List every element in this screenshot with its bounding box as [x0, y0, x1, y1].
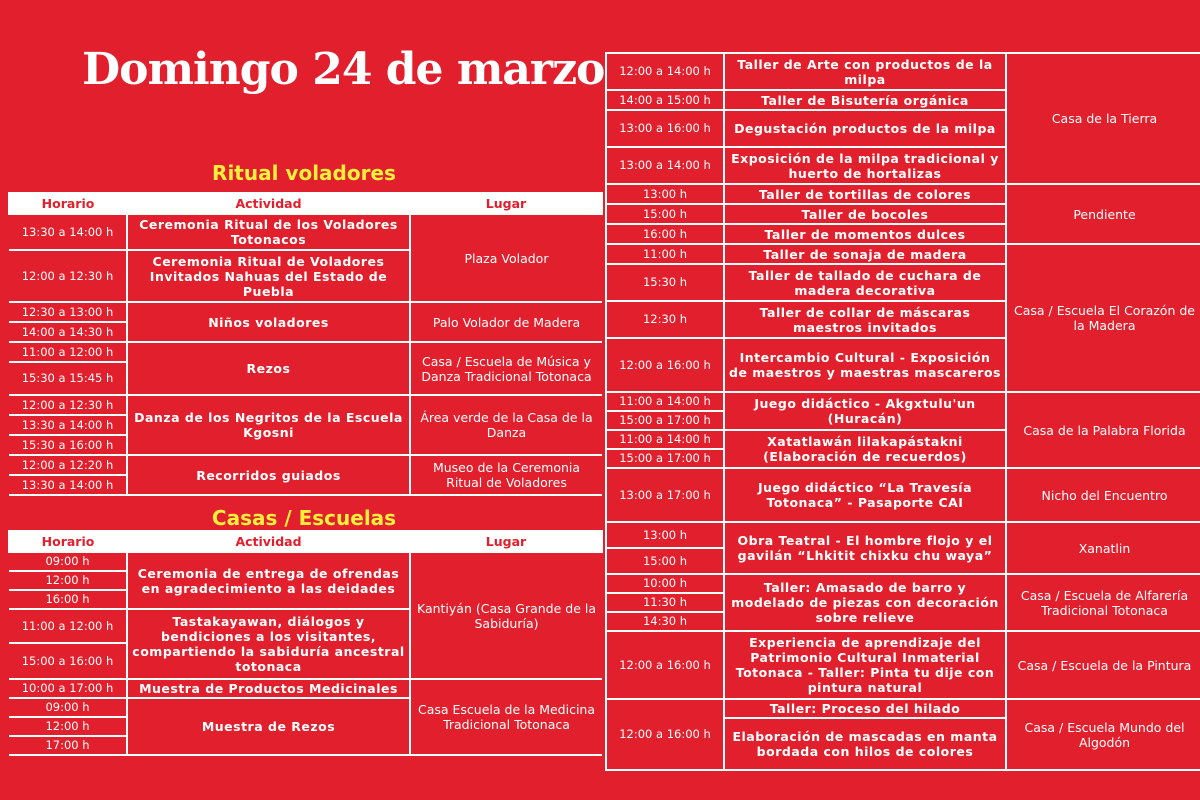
activity-cell: Xatatlawán lilakapástakni (Elaboración de recuerdos) [724, 430, 1006, 468]
activity-cell: Taller: Amasado de barro y modelado de piezas con decoración sobre relieve [724, 574, 1006, 631]
place-cell: Xanatlin [1006, 522, 1200, 574]
time-cell: 17:00 h [9, 736, 127, 755]
activity-cell: Ceremonia de entrega de ofrendas en agradecimiento a las deidades [127, 552, 410, 609]
activity-cell: Taller de tortillas de colores [724, 184, 1006, 204]
place-cell: Casa / Escuela El Corazón de la Madera [1006, 244, 1200, 392]
section-title-ritual: Ritual voladores [212, 161, 396, 185]
activity-cell: Recorridos guiados [127, 455, 410, 495]
time-cell: 12:00 h [9, 717, 127, 736]
table-row [606, 574, 1200, 593]
time-cell: 15:00 h [606, 548, 724, 574]
table-row [9, 552, 602, 571]
time-cell: 10:00 a 17:00 h [9, 679, 127, 698]
table-row [606, 53, 1200, 90]
time-cell: 15:00 a 17:00 h [606, 449, 724, 468]
activity-cell: Ceremonia Ritual de los Voladores Totonacos [127, 214, 410, 250]
activity-cell: Taller de tallado de cuchara de madera decorativa [724, 264, 1006, 301]
header-actividad: Actividad [127, 193, 410, 214]
place-cell: Casa / Escuela de la Pintura [1006, 631, 1200, 699]
time-cell: 13:00 a 17:00 h [606, 468, 724, 522]
time-cell: 11:00 a 12:00 h [9, 609, 127, 643]
time-cell: 15:30 h [606, 264, 724, 301]
activity-cell: Taller de momentos dulces [724, 224, 1006, 244]
activity-cell: Muestra de Productos Medicinales [127, 679, 410, 698]
place-cell: Pendiente [1006, 184, 1200, 244]
time-cell: 13:30 a 14:00 h [9, 214, 127, 250]
time-cell: 13:30 a 14:00 h [9, 475, 127, 495]
activity-cell: Taller de Arte con productos de la milpa [724, 53, 1006, 90]
time-cell: 09:00 h [9, 552, 127, 571]
time-cell: 12:00 a 16:00 h [606, 631, 724, 699]
time-cell: 14:00 a 15:00 h [606, 90, 724, 110]
time-cell: 12:00 a 12:20 h [9, 455, 127, 475]
time-cell: 16:00 h [9, 590, 127, 609]
header-lugar: Lugar [410, 531, 602, 552]
header-lugar: Lugar [410, 193, 602, 214]
place-cell: Casa Escuela de la Medicina Tradicional Totonaca [410, 679, 602, 755]
activity-cell: Intercambio Cultural - Exposición de maestros y maestras mascareros [724, 338, 1006, 392]
activity-cell: Degustación productos de la milpa [724, 110, 1006, 147]
section-title-casas: Casas / Escuelas [211, 506, 397, 530]
activity-cell: Muestra de Rezos [127, 698, 410, 755]
activity-cell: Juego didáctico “La Travesía Totonaca” - Pasaporte CAI [724, 468, 1006, 522]
activity-cell: Juego didáctico - Akgxtulu'un (Huracán) [724, 392, 1006, 430]
table-row [606, 184, 1200, 204]
table-row [606, 244, 1200, 264]
time-cell: 11:00 a 14:00 h [606, 430, 724, 449]
time-cell: 15:00 a 17:00 h [606, 411, 724, 430]
time-cell: 11:00 a 12:00 h [9, 342, 127, 362]
time-cell: 12:00 h [9, 571, 127, 590]
time-cell: 15:30 a 16:00 h [9, 435, 127, 455]
time-cell: 14:00 a 14:30 h [9, 322, 127, 342]
time-cell: 11:00 a 14:00 h [606, 392, 724, 411]
place-cell: Área verde de la Casa de la Danza [410, 395, 602, 455]
activity-cell: Niños voladores [127, 302, 410, 342]
time-cell: 14:30 h [606, 612, 724, 631]
place-cell: Palo Volador de Madera [410, 302, 602, 342]
table-row [9, 214, 602, 250]
time-cell: 11:30 h [606, 593, 724, 612]
activity-cell: Ceremonia Ritual de Voladores Invitados Nahuas del Estado de Puebla [127, 250, 410, 302]
place-cell: Casa / Escuela de Música y Danza Tradicional Totonaca [410, 342, 602, 395]
time-cell: 16:00 h [606, 224, 724, 244]
place-cell: Casa / Escuela de Alfarería Tradicional Totonaca [1006, 574, 1200, 631]
talleres-table [605, 52, 1200, 771]
table-row [606, 631, 1200, 699]
activity-cell: Rezos [127, 342, 410, 395]
table-row [9, 302, 602, 322]
casas-table [8, 530, 603, 756]
activity-cell: Taller de bocoles [724, 204, 1006, 224]
activity-cell: Taller: Proceso del hilado [724, 699, 1006, 718]
activity-cell: Taller de sonaja de madera [724, 244, 1006, 264]
table-row [9, 679, 602, 698]
table-header [9, 193, 602, 214]
time-cell: 12:00 a 14:00 h [606, 53, 724, 90]
table-row [9, 342, 602, 362]
time-cell: 12:00 a 12:30 h [9, 395, 127, 415]
activity-cell: Tastakayawan, diálogos y bendiciones a los visitantes, compartiendo la sabiduría ancestral totonaca [127, 609, 410, 679]
activity-cell: Taller de collar de máscaras maestros invitados [724, 301, 1006, 338]
time-cell: 13:00 h [606, 184, 724, 204]
time-cell: 12:30 h [606, 301, 724, 338]
time-cell: 09:00 h [9, 698, 127, 717]
activity-cell: Elaboración de mascadas en manta bordada con hilos de colores [724, 718, 1006, 770]
time-cell: 15:00 h [606, 204, 724, 224]
place-cell: Casa de la Tierra [1006, 53, 1200, 184]
time-cell: 12:00 a 12:30 h [9, 250, 127, 302]
time-cell: 12:00 a 16:00 h [606, 338, 724, 392]
place-cell: Kantiyán (Casa Grande de la Sabiduría) [410, 552, 602, 679]
table-row [606, 522, 1200, 548]
table-row [606, 468, 1200, 522]
time-cell: 13:00 a 14:00 h [606, 147, 724, 184]
time-cell: 15:30 a 15:45 h [9, 362, 127, 395]
activity-cell: Taller de Bisutería orgánica [724, 90, 1006, 110]
time-cell: 13:30 a 14:00 h [9, 415, 127, 435]
table-row [606, 392, 1200, 411]
page-title: Domingo 24 de marzo [82, 44, 605, 95]
table-row [9, 395, 602, 415]
table-row [606, 699, 1200, 718]
place-cell: Museo de la Ceremonia Ritual de Voladores [410, 455, 602, 495]
time-cell: 12:30 a 13:00 h [9, 302, 127, 322]
place-cell: Casa / Escuela Mundo del Algodón [1006, 699, 1200, 770]
time-cell: 11:00 h [606, 244, 724, 264]
time-cell: 15:00 a 16:00 h [9, 643, 127, 679]
activity-cell: Danza de los Negritos de la Escuela Kgosni [127, 395, 410, 455]
header-actividad: Actividad [127, 531, 410, 552]
place-cell: Nicho del Encuentro [1006, 468, 1200, 522]
place-cell: Plaza Volador [410, 214, 602, 302]
activity-cell: Exposición de la milpa tradicional y huerto de hortalizas [724, 147, 1006, 184]
header-horario: Horario [9, 193, 127, 214]
time-cell: 13:00 h [606, 522, 724, 548]
table-row [9, 455, 602, 475]
place-cell: Casa de la Palabra Florida [1006, 392, 1200, 468]
time-cell: 13:00 a 16:00 h [606, 110, 724, 147]
time-cell: 12:00 a 16:00 h [606, 699, 724, 770]
header-horario: Horario [9, 531, 127, 552]
time-cell: 10:00 h [606, 574, 724, 593]
table-header [9, 531, 602, 552]
ritual-table [8, 192, 603, 496]
activity-cell: Obra Teatral - El hombre flojo y el gavilán “Lhkitit chixku chu waya” [724, 522, 1006, 574]
activity-cell: Experiencia de aprendizaje del Patrimonio Cultural Inmaterial Totonaca - Taller: Pinta tu dije con pintura natural [724, 631, 1006, 699]
